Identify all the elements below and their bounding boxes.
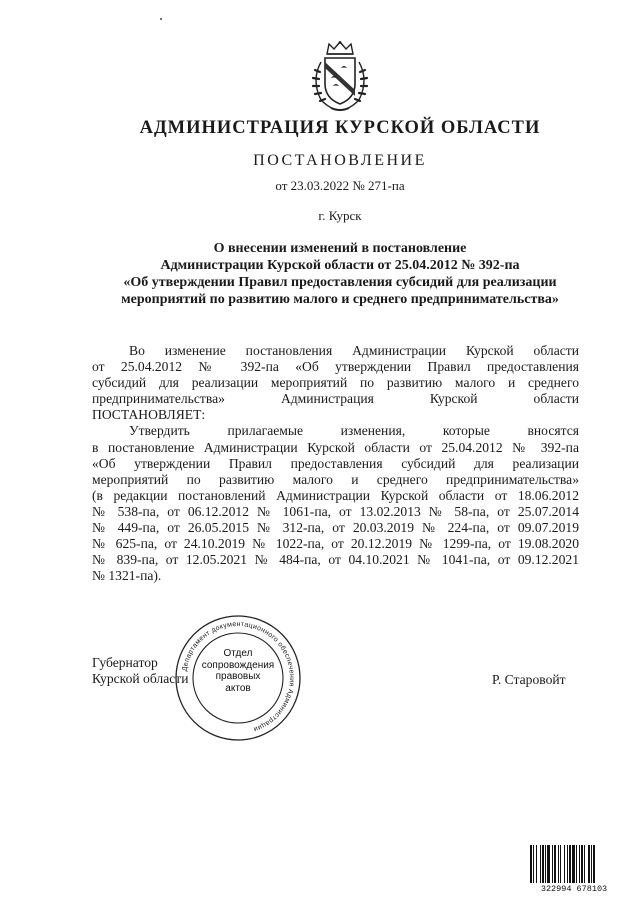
barcode-bar	[545, 845, 546, 883]
body-line: № 625-па, от 24.10.2019 № 1022-па, от 20.12.2019 № 1299-па, от 19.08.2020	[92, 536, 579, 552]
signatory-title-line1: Губернатор	[92, 655, 158, 670]
barcode-bar	[540, 845, 541, 883]
body-line: в постановление Администрации Курской области от 25.04.2012 № 392-па	[92, 439, 579, 455]
document-type: ПОСТАНОВЛЕНИЕ	[253, 152, 427, 169]
body-line: Во изменение постановления Администрации Курской области	[129, 343, 579, 358]
barcode-bar	[552, 845, 553, 883]
barcode-bar	[588, 845, 590, 883]
barcode-bar	[536, 845, 537, 883]
body-line: № 538-па, от 06.12.2012 № 1061-па, от 13.02.2013 № 58-па, от 25.07.2014	[92, 503, 579, 519]
document-city: г. Курск	[318, 208, 362, 223]
title-line: «Об утверждении Правил предоставления субсидий для реализации	[123, 275, 557, 290]
body-line: № 1321-па).	[92, 568, 162, 584]
stamp-center-text	[192, 648, 284, 694]
signatory-name: Р. Старовойт	[492, 672, 566, 687]
body-line: «Об утверждении Правил предоставления субсидий для реализации	[92, 455, 579, 471]
body-line: (в редакции постановлений Администрации Курской области от 18.06.2012	[92, 487, 579, 503]
barcode-bar	[564, 845, 565, 883]
barcode-bar	[572, 845, 575, 883]
barcode-bar	[591, 845, 592, 883]
document-date-number: от 23.03.2022 № 271-па	[275, 178, 405, 193]
barcode-bar	[579, 845, 580, 883]
barcode-bar	[554, 845, 556, 883]
barcode-number: 322994 678103	[540, 884, 608, 894]
document-title	[60, 240, 620, 308]
barcode-bar	[558, 845, 559, 883]
signatory-title-line2: Курской области	[92, 671, 189, 686]
barcode-bars	[529, 845, 619, 883]
stamp-line: правовых	[215, 671, 261, 682]
barcode-bar	[547, 845, 550, 883]
barcode-bar	[584, 845, 585, 883]
body-line: от 25.04.2012 № 392-па «Об утверждении Правил предоставления	[92, 359, 579, 375]
barcode-bar	[567, 845, 568, 883]
stamp-line: актов	[225, 682, 251, 694]
barcode-bar	[533, 845, 534, 883]
barcode-bar	[576, 845, 577, 883]
barcode-bar	[560, 845, 561, 883]
body-line: № 449-па, от 26.05.2015 № 312-па, от 20.03.2019 № 224-па, от 09.07.2019	[92, 520, 579, 536]
title-line: мероприятий по развитию малого и среднего предпринимательства»	[121, 292, 559, 307]
stamp-line: Отдел	[223, 648, 253, 659]
agency-heading: АДМИНИСТРАЦИЯ КУРСКОЙ ОБЛАСТИ	[139, 118, 541, 138]
barcode-bar	[542, 845, 544, 883]
signatory-title	[92, 655, 189, 687]
body-line: ПОСТАНОВЛЯЕТ:	[92, 407, 206, 423]
body-line: мероприятий по развитию малого и среднего предпринимательства»	[92, 471, 579, 487]
barcode-bar	[593, 845, 595, 883]
title-line: О внесении изменений в постановление	[213, 241, 467, 256]
body-line: субсидий для реализации мероприятий по развитию малого и среднего	[92, 375, 579, 391]
title-line: Администрации Курской области от 25.04.2012 № 392-па	[160, 258, 520, 273]
barcode-bar	[581, 845, 583, 883]
body-line: № 839-па, от 12.05.2021 № 484-па, от 04.10.2021 № 1041-па, от 09.12.2021	[92, 552, 579, 568]
barcode-bar	[530, 845, 532, 883]
body-line: Утвердить прилагаемые изменения, которые вносятся	[129, 423, 579, 439]
document-body	[92, 343, 579, 584]
stamp-ring-text: Департамент документационного обеспечения Администрации	[181, 620, 296, 733]
coat-of-arms-icon	[305, 40, 375, 112]
stamp-line: сопровождения	[201, 659, 275, 671]
barcode-bar	[569, 845, 571, 883]
scan-speck	[160, 18, 162, 20]
body-line: предпринимательства» Администрация Курской области	[92, 391, 579, 407]
